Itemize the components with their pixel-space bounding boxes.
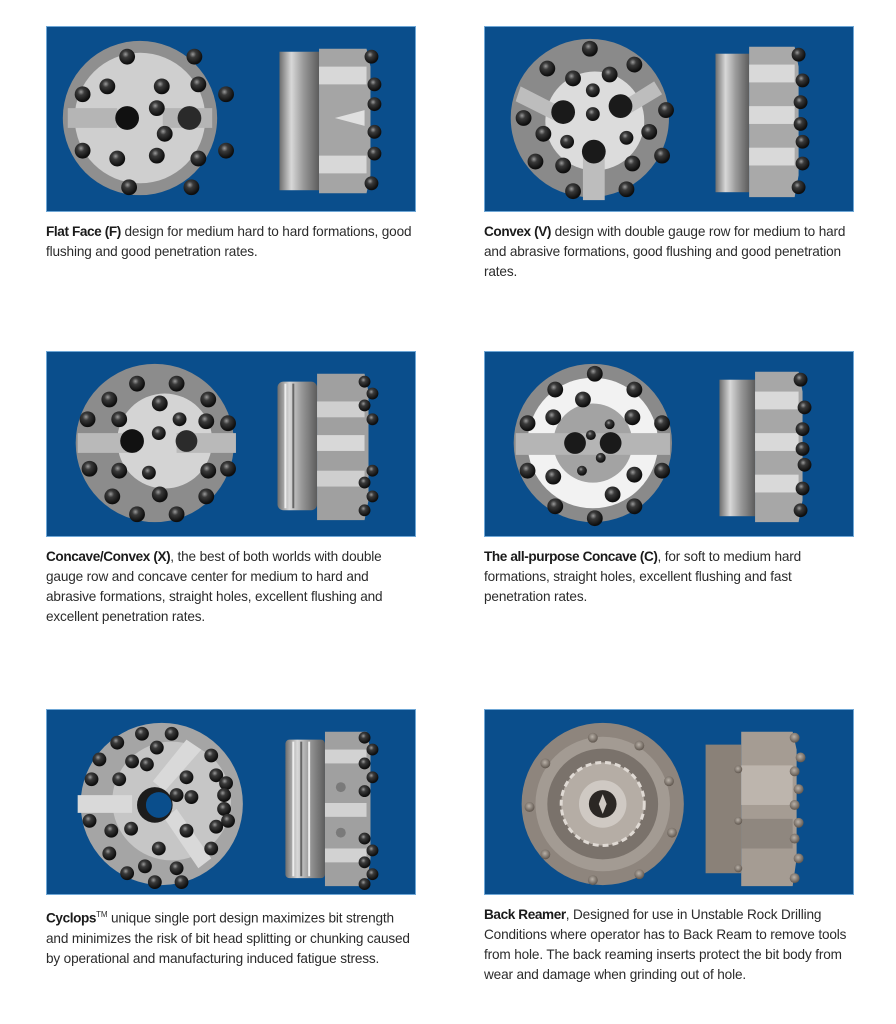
bit-image-panel bbox=[484, 709, 854, 895]
bit-description: , for soft to medium hard formations, straight holes, excellent flushing and fast penetration rates. bbox=[484, 549, 802, 604]
bit-image-panel bbox=[46, 26, 416, 212]
bit-card-concave-convex bbox=[46, 351, 416, 627]
bit-name: The all-purpose Concave (C) bbox=[484, 549, 658, 564]
bit-card-convex bbox=[484, 26, 854, 282]
bit-image-panel bbox=[484, 26, 854, 212]
bit-card-cyclops bbox=[46, 709, 416, 969]
bit-caption bbox=[46, 547, 416, 627]
bit-image-panel bbox=[46, 709, 416, 895]
bit-card-back-reamer bbox=[484, 709, 854, 985]
bit-name: Back Reamer bbox=[484, 907, 566, 922]
bit-image-panel bbox=[484, 351, 854, 537]
bit-description: unique single port design maximizes bit strength and minimizes the risk of bit head splitting or chunking caused by operational and manufacturing induced fatigue stress. bbox=[46, 910, 410, 966]
bit-description: , the best of both worlds with double gauge row and concave center for medium to hard and abrasive formations, straight holes, excellent flushing and excellent penetration rates. bbox=[46, 549, 383, 624]
bit-description: design for medium hard to hard formations, good flushing and good penetration rates. bbox=[46, 224, 412, 259]
back-reamer-bit-illustration bbox=[485, 710, 853, 894]
concave-bit-illustration bbox=[485, 352, 853, 536]
bit-caption bbox=[484, 905, 854, 985]
bit-description: design with double gauge row for medium to hard and abrasive formations, good flushing and good penetration rates. bbox=[484, 224, 846, 279]
bit-name: Concave/Convex (X) bbox=[46, 549, 171, 564]
bit-caption bbox=[46, 905, 416, 969]
bit-caption bbox=[484, 222, 854, 282]
bit-description: , Designed for use in Unstable Rock Drilling Conditions where operator has to Back Ream to remove tools from hole. The back reaming inserts protect the bit body from wear and damage when grinding out of hole. bbox=[484, 907, 847, 982]
bit-caption bbox=[46, 222, 416, 262]
bit-card-flat-face bbox=[46, 26, 416, 262]
bit-name: Cyclops bbox=[46, 910, 97, 926]
bit-card-concave bbox=[484, 351, 854, 607]
flat-face-bit-illustration bbox=[47, 27, 415, 211]
bit-caption bbox=[484, 547, 854, 607]
convex-bit-illustration bbox=[485, 27, 853, 211]
bit-image-panel bbox=[46, 351, 416, 537]
concave-convex-bit-illustration bbox=[47, 352, 415, 536]
cyclops-bit-illustration bbox=[47, 710, 415, 894]
bit-name: Convex (V) bbox=[484, 224, 552, 239]
bit-name: Flat Face (F) bbox=[46, 224, 121, 239]
trademark-mark: TM bbox=[96, 910, 108, 919]
